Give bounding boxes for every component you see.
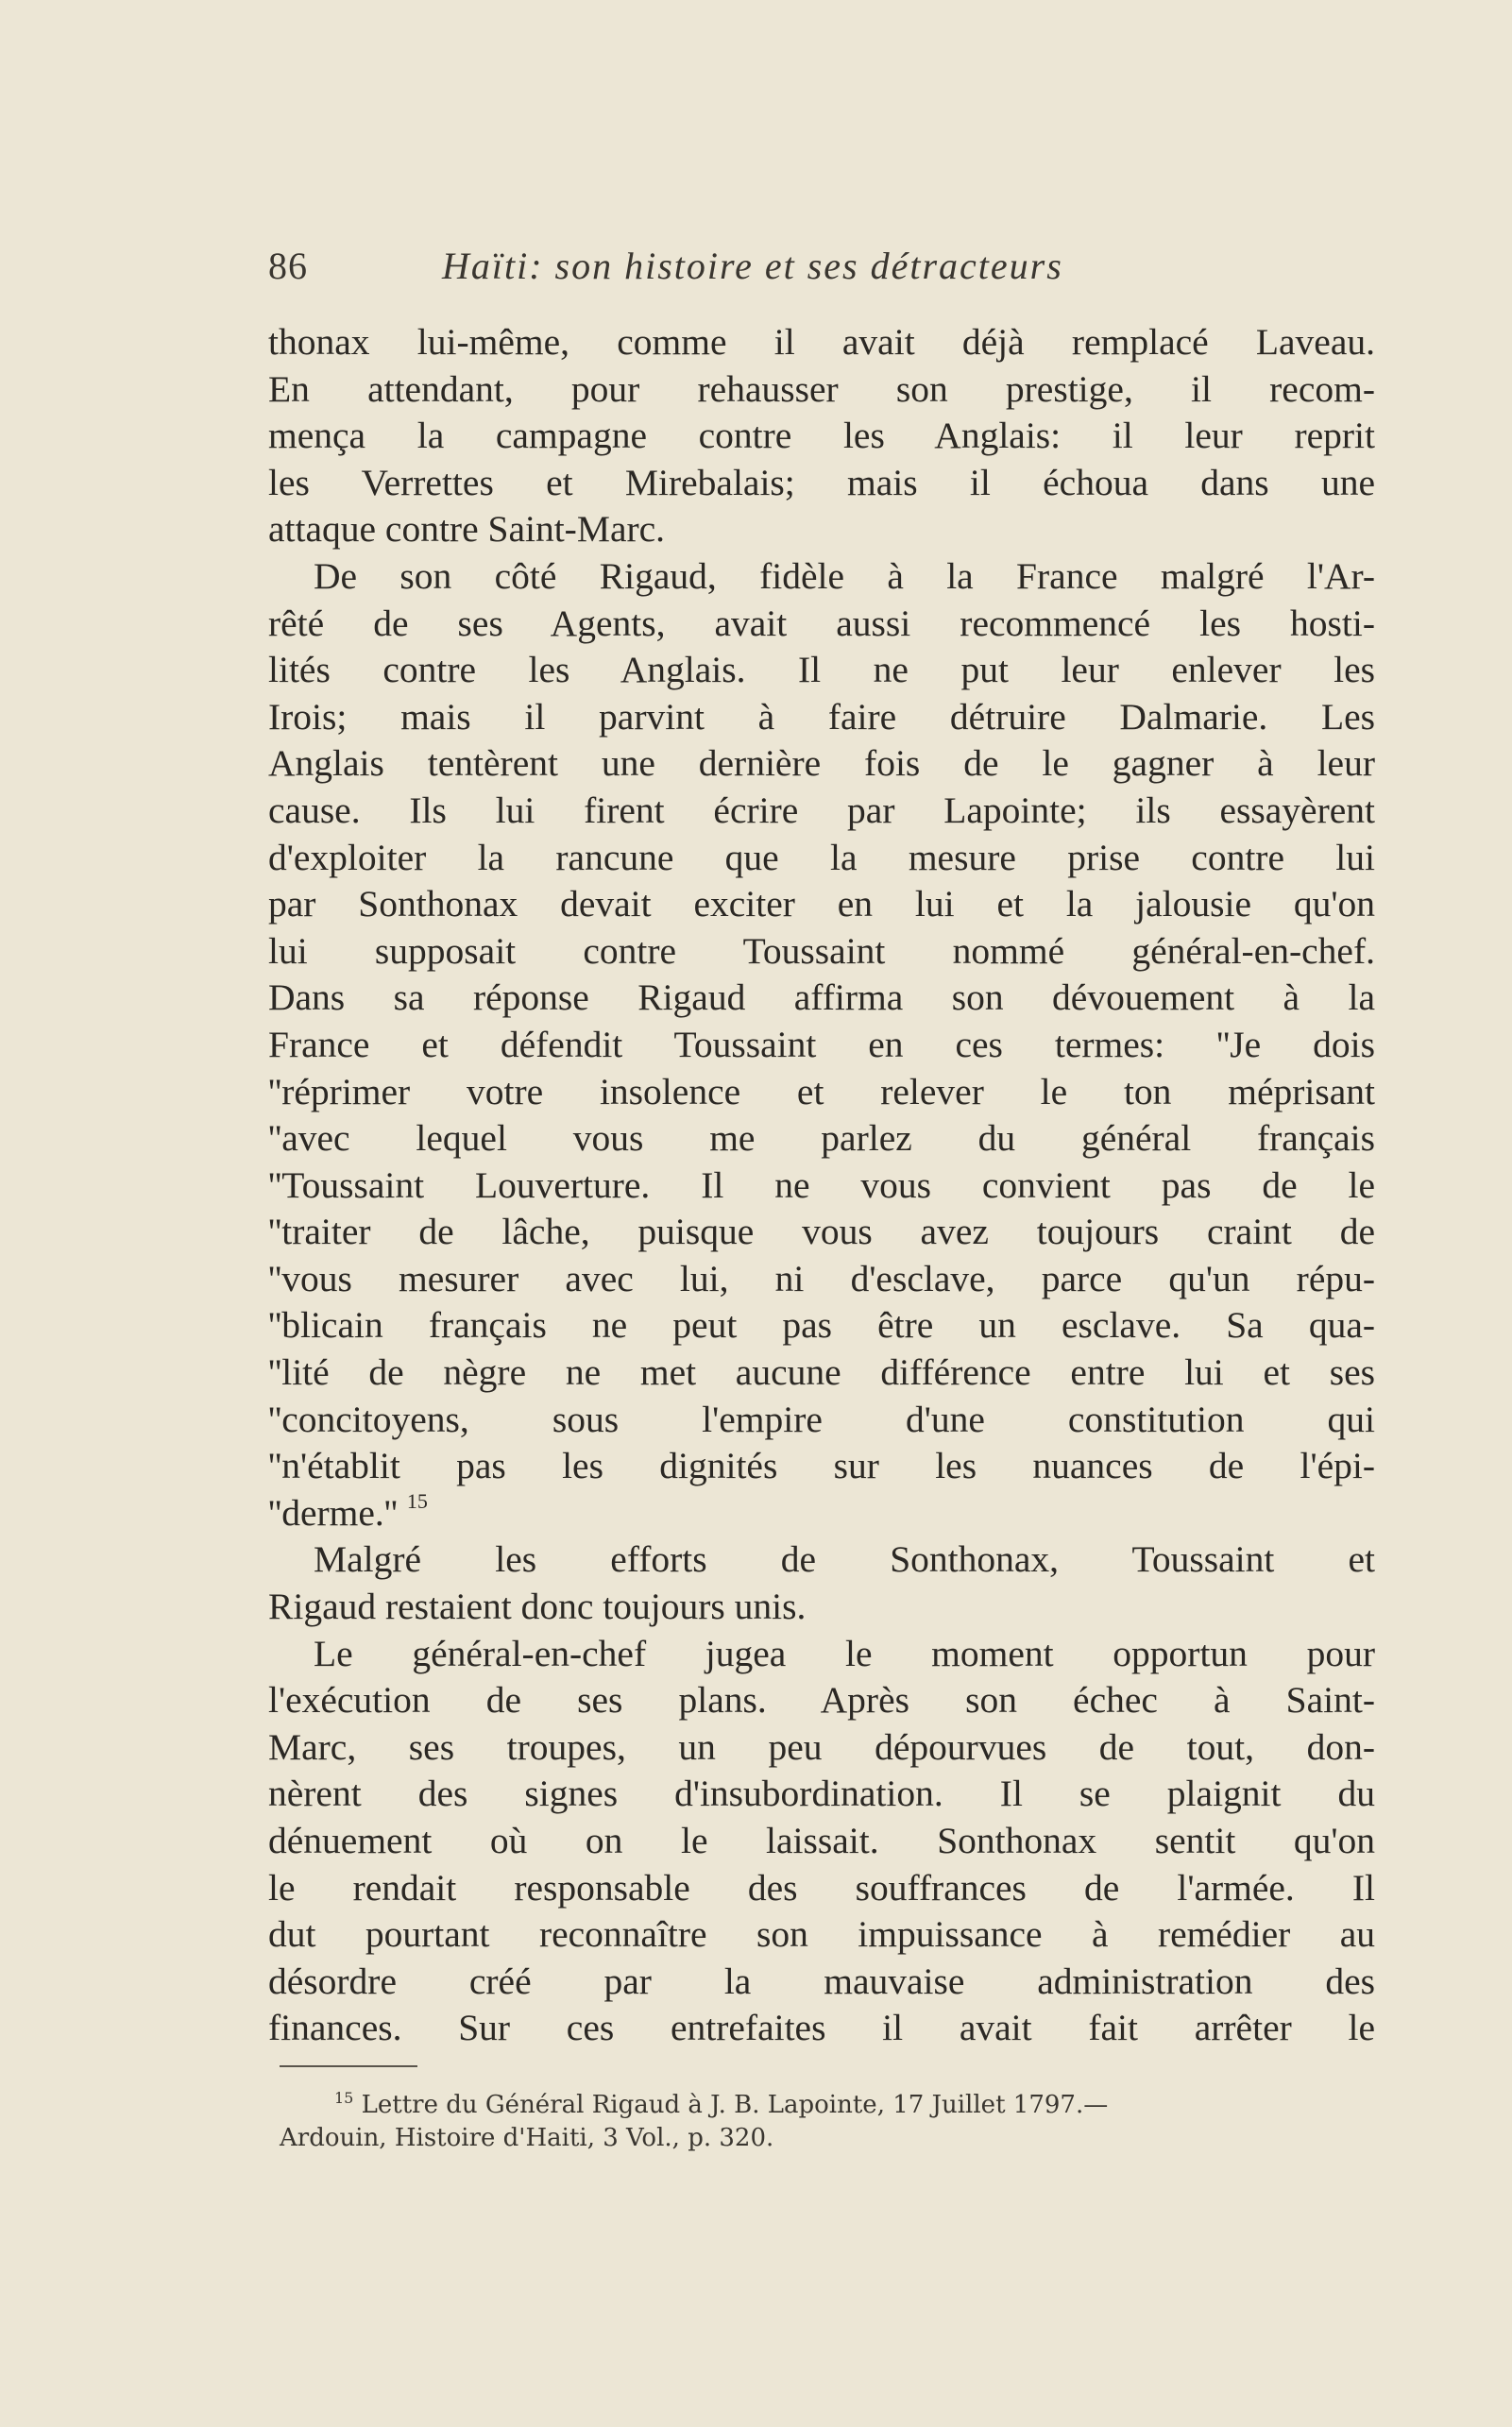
text-line: Irois; mais il parvint à faire détruire Dalmarie. Les xyxy=(268,695,1375,738)
quote-end-text: ''derme.'' xyxy=(268,1491,399,1534)
text-line: Rigaud restaient donc toujours unis. xyxy=(268,1586,807,1628)
text-line: mença la campagne contre les Anglais: il leur reprit xyxy=(268,415,1375,457)
text-line: Marc, ses troupes, un peu dépourvues de tout, don- xyxy=(268,1725,1375,1768)
footnote xyxy=(280,2089,1379,2155)
text-line-with-footnote-ref xyxy=(268,1490,1375,1537)
text-line: ''n'établit pas les dignités sur les nuances de l'épi- xyxy=(268,1445,1375,1487)
text-line: Anglais tentèrent une dernière fois de le gagner à leur xyxy=(268,742,1375,785)
text-line: nèrent des signes d'insubordination. Il se plaignit du xyxy=(268,1773,1375,1815)
text-line: ''blicain français ne peut pas être un esclave. Sa qua- xyxy=(268,1304,1375,1347)
text-line: Le général-en-chef jugea le moment opportun pour xyxy=(314,1632,1375,1674)
text-line: les Verrettes et Mirebalais; mais il échoua dans une xyxy=(268,461,1375,503)
text-line: ''vous mesurer avec lui, ni d'esclave, parce qu'un répu- xyxy=(268,1257,1375,1299)
footnote-mark: 15 xyxy=(334,2089,354,2107)
text-line: rêté de ses Agents, avait aussi recommencé les hosti- xyxy=(268,602,1375,644)
text-line: ''traiter de lâche, puisque vous avez toujours craint de xyxy=(268,1211,1375,1253)
page-header xyxy=(268,244,1386,297)
footnote-divider xyxy=(280,2065,417,2067)
text-line: Dans sa réponse Rigaud affirma son dévouement à la xyxy=(268,976,1375,1019)
text-line: En attendant, pour rehausser son prestige, il recom- xyxy=(268,367,1375,410)
text-line: ''avec lequel vous me parlez du général français xyxy=(268,1117,1375,1160)
text-line: l'exécution de ses plans. Après son échec à Saint- xyxy=(268,1679,1375,1722)
text-line: le rendait responsable des souffrances de l'armée. Il xyxy=(268,1866,1375,1909)
text-line: thonax lui-même, comme il avait déjà remplacé Laveau. xyxy=(268,321,1375,363)
text-line: lités contre les Anglais. Il ne put leur enlever les xyxy=(268,649,1375,691)
footnote-line xyxy=(280,2089,1379,2122)
text-line: attaque contre Saint-Marc. xyxy=(268,508,666,551)
text-line: France et défendit Toussaint en ces termes: ''Je dois xyxy=(268,1023,1375,1065)
text-line: dut pourtant reconnaître son impuissance à remédier au xyxy=(268,1913,1375,1956)
text-line: lui supposait contre Toussaint nommé général-en-chef. xyxy=(268,929,1375,972)
text-line: ''Toussaint Louverture. Il ne vous convient pas de le xyxy=(268,1163,1375,1206)
text-line: finances. Sur ces entrefaites il avait fait arrêter le xyxy=(268,2007,1375,2049)
text-line: dénuement où on le laissait. Sonthonax sentit qu'on xyxy=(268,1820,1375,1861)
text-line: ''concitoyens, sous l'empire d'une constitution qui xyxy=(268,1398,1375,1440)
footnote-reference: 15 xyxy=(406,1488,428,1513)
footnote-text-1: Lettre du Général Rigaud à J. B. Lapointe, 17 Juillet 1797.— xyxy=(361,2091,1109,2119)
text-line: Malgré les efforts de Sonthonax, Toussaint et xyxy=(314,1538,1375,1581)
page-number: 86 xyxy=(268,245,308,287)
text-line: d'exploiter la rancune que la mesure prise contre lui xyxy=(268,836,1375,878)
running-title: Haïti: son histoire et ses détracteurs xyxy=(442,245,1063,287)
text-line: ''réprimer votre insolence et relever le ton méprisant xyxy=(268,1070,1375,1112)
text-line: cause. Ils lui firent écrire par Lapointe; ils essayèrent xyxy=(268,789,1375,831)
body-text xyxy=(268,319,1375,2052)
footnote-line: Ardouin, Histoire d'Haiti, 3 Vol., p. 320. xyxy=(280,2124,774,2152)
text-line: par Sonthonax devait exciter en lui et la jalousie qu'on xyxy=(268,883,1375,925)
text-line: désordre créé par la mauvaise administration des xyxy=(268,1960,1375,2002)
text-line: De son côté Rigaud, fidèle à la France malgré l'Ar- xyxy=(314,554,1375,597)
text-line: ''lité de nègre ne met aucune différence entre lui et ses xyxy=(268,1351,1375,1394)
